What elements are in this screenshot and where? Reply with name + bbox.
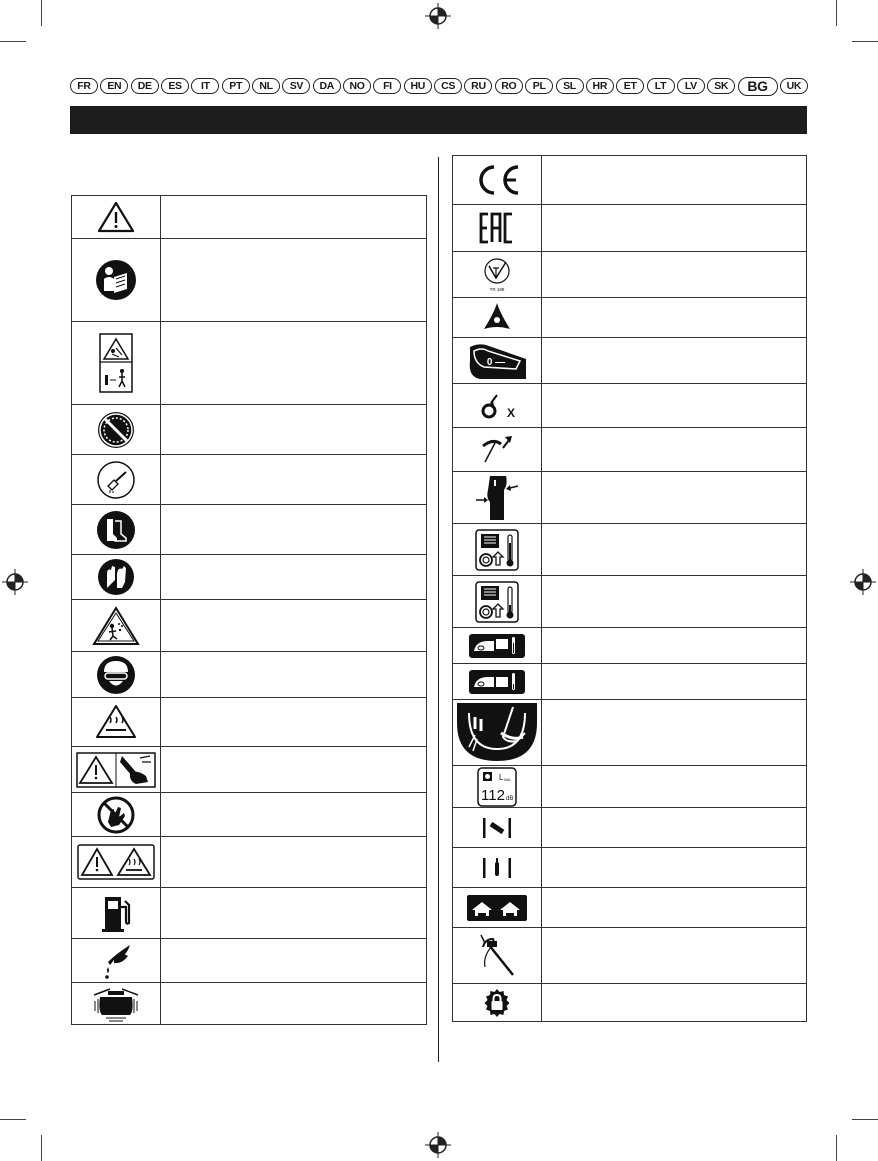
symbol-row	[72, 837, 427, 888]
symbol-description	[542, 252, 807, 298]
symbol-description	[161, 405, 427, 455]
sound-level-label: L	[499, 772, 504, 782]
language-sl[interactable]: SL	[556, 78, 584, 94]
symbol-row	[453, 576, 807, 628]
shaft-joint-icon	[466, 894, 528, 922]
language-ru[interactable]: RU	[464, 78, 492, 94]
symbol-row	[72, 405, 427, 455]
language-sk[interactable]: SK	[707, 78, 735, 94]
symbol-row	[453, 156, 807, 205]
symbol-description	[161, 555, 427, 600]
symbol-row	[453, 252, 807, 298]
symbol-row	[72, 505, 427, 555]
language-ro[interactable]: RO	[495, 78, 523, 94]
hand-cut-warning-icon	[76, 752, 156, 788]
bystander-distance-icon	[99, 333, 133, 393]
no-hands-icon	[97, 796, 135, 834]
crop-mark	[41, 1135, 42, 1161]
symbol-row	[72, 983, 427, 1025]
debris-guard-icon	[455, 703, 539, 763]
crop-mark	[0, 41, 26, 42]
starter-rope-icon	[477, 432, 517, 468]
language-da[interactable]: DA	[313, 78, 341, 94]
symbol-description	[161, 196, 427, 239]
symbol-row	[453, 928, 807, 984]
symbol-row	[72, 600, 427, 652]
symbol-description	[542, 888, 807, 928]
lock-icon	[479, 856, 515, 880]
crop-mark	[0, 1119, 26, 1120]
symbol-row	[72, 747, 427, 793]
padlock-gear-icon	[482, 988, 512, 1018]
registration-mark-icon	[850, 569, 876, 595]
symbol-row	[453, 808, 807, 848]
symbol-row	[72, 652, 427, 698]
crop-mark	[836, 1135, 837, 1161]
symbol-description	[161, 455, 427, 505]
symbol-description	[542, 384, 807, 428]
symbol-row	[72, 196, 427, 239]
language-it[interactable]: IT	[191, 78, 219, 94]
symbol-description	[161, 600, 427, 652]
oil-can-icon	[96, 942, 136, 980]
language-fi[interactable]: FI	[373, 78, 401, 94]
primer-count-label: X	[507, 405, 516, 420]
symbol-description	[542, 428, 807, 472]
symbol-description	[542, 576, 807, 628]
registration-mark-icon	[425, 1132, 451, 1158]
symbol-row	[72, 455, 427, 505]
unlock-icon	[479, 816, 515, 840]
read-manual-icon	[95, 259, 137, 301]
crop-mark	[41, 0, 42, 26]
choke-closed-icon	[468, 633, 526, 659]
language-lv[interactable]: LV	[677, 78, 705, 94]
language-bg[interactable]: BG	[738, 77, 778, 96]
crop-mark	[852, 41, 878, 42]
sound-level-unit: dB	[506, 795, 514, 802]
language-en[interactable]: EN	[100, 78, 128, 94]
symbols-table-left	[71, 195, 427, 1025]
symbol-row	[453, 664, 807, 700]
symbol-description	[161, 837, 427, 888]
symbol-row	[453, 524, 807, 576]
registration-mark-icon	[2, 569, 28, 595]
language-sv[interactable]: SV	[282, 78, 310, 94]
primer-bulb-icon	[473, 389, 521, 423]
language-pt[interactable]: PT	[222, 78, 250, 94]
symbol-description	[542, 928, 807, 984]
symbol-row	[72, 939, 427, 983]
symbol-description	[542, 156, 807, 205]
warning-hot-surface-icon	[77, 844, 155, 880]
symbol-description	[542, 628, 807, 664]
symbol-description	[542, 472, 807, 524]
symbol-description	[542, 766, 807, 808]
safety-boots-icon	[96, 510, 136, 550]
symbol-description	[161, 652, 427, 698]
symbol-row	[72, 698, 427, 747]
symbols-table-right	[452, 155, 807, 1022]
symbol-row	[453, 298, 807, 338]
language-de[interactable]: DE	[131, 78, 159, 94]
symbol-description	[161, 698, 427, 747]
symbol-description	[161, 322, 427, 405]
symbol-description	[161, 747, 427, 793]
safety-gloves-icon	[97, 558, 135, 596]
symbol-description	[161, 793, 427, 837]
language-selector	[70, 77, 808, 95]
throttle-trigger-icon	[472, 474, 522, 522]
choke-open-icon	[468, 669, 526, 695]
switch-label: 0 —	[486, 356, 506, 368]
symbol-row	[453, 338, 807, 384]
vibration-icon	[90, 985, 142, 1023]
symbol-row	[453, 984, 807, 1022]
symbol-row	[453, 888, 807, 928]
sound-level-subscript: WA	[504, 776, 511, 782]
language-es[interactable]: ES	[161, 78, 189, 94]
crop-mark	[836, 0, 837, 26]
symbol-row	[453, 472, 807, 524]
column-divider	[438, 157, 439, 1062]
eac-mark-icon	[477, 210, 517, 246]
switch-on-off-icon	[466, 341, 528, 381]
symbol-row	[72, 888, 427, 939]
symbol-description	[161, 505, 427, 555]
hot-surface-icon	[95, 704, 137, 740]
crop-mark	[852, 1119, 878, 1120]
harness-strap-icon	[473, 933, 521, 979]
language-hr[interactable]: HR	[586, 78, 614, 94]
symbol-row	[453, 384, 807, 428]
symbol-description	[542, 808, 807, 848]
ce-mark-icon	[472, 163, 522, 197]
ukrainian-conformity-icon	[480, 256, 514, 294]
symbol-description	[542, 664, 807, 700]
symbol-row	[72, 555, 427, 600]
symbol-description	[542, 984, 807, 1022]
symbol-description	[542, 298, 807, 338]
fuel-pump-icon	[99, 893, 133, 933]
symbol-row	[453, 205, 807, 252]
language-nl[interactable]: NL	[252, 78, 280, 94]
language-lt[interactable]: LT	[647, 78, 675, 94]
hearing-protection-icon	[96, 460, 136, 500]
symbol-description	[161, 888, 427, 939]
registration-mark-icon	[425, 3, 451, 29]
symbol-row	[72, 239, 427, 322]
no-saw-blade-icon	[96, 410, 136, 450]
cold-start-choke-icon	[475, 529, 519, 571]
symbol-row	[453, 628, 807, 664]
sound-level-value: 112	[481, 786, 505, 804]
language-uk[interactable]: UK	[780, 78, 808, 94]
language-no[interactable]: NO	[343, 78, 371, 94]
symbol-description	[161, 239, 427, 322]
symbol-description	[542, 205, 807, 252]
three-tooth-blade-icon	[480, 301, 514, 335]
language-hu[interactable]: HU	[404, 78, 432, 94]
warm-start-choke-icon	[475, 581, 519, 623]
symbol-row	[72, 793, 427, 837]
language-cs[interactable]: CS	[434, 78, 462, 94]
symbol-row	[453, 766, 807, 808]
symbol-description	[542, 524, 807, 576]
section-title-bar	[70, 106, 807, 134]
symbol-row	[72, 322, 427, 405]
symbol-description	[542, 700, 807, 766]
symbol-row	[453, 700, 807, 766]
language-et[interactable]: ET	[616, 78, 644, 94]
helmet-goggles-mask-icon	[96, 655, 136, 695]
symbol-row	[453, 848, 807, 888]
symbol-description	[161, 939, 427, 983]
symbol-description	[542, 338, 807, 384]
language-pl[interactable]: PL	[525, 78, 553, 94]
sound-power-icon	[477, 767, 517, 807]
symbol-description	[161, 983, 427, 1025]
thrown-objects-warning-icon	[92, 606, 140, 646]
symbol-description	[542, 848, 807, 888]
warning-triangle-icon	[96, 200, 136, 234]
symbol-row	[453, 428, 807, 472]
language-fr[interactable]: FR	[70, 78, 98, 94]
conformity-mark-text: TR 188	[489, 286, 505, 292]
